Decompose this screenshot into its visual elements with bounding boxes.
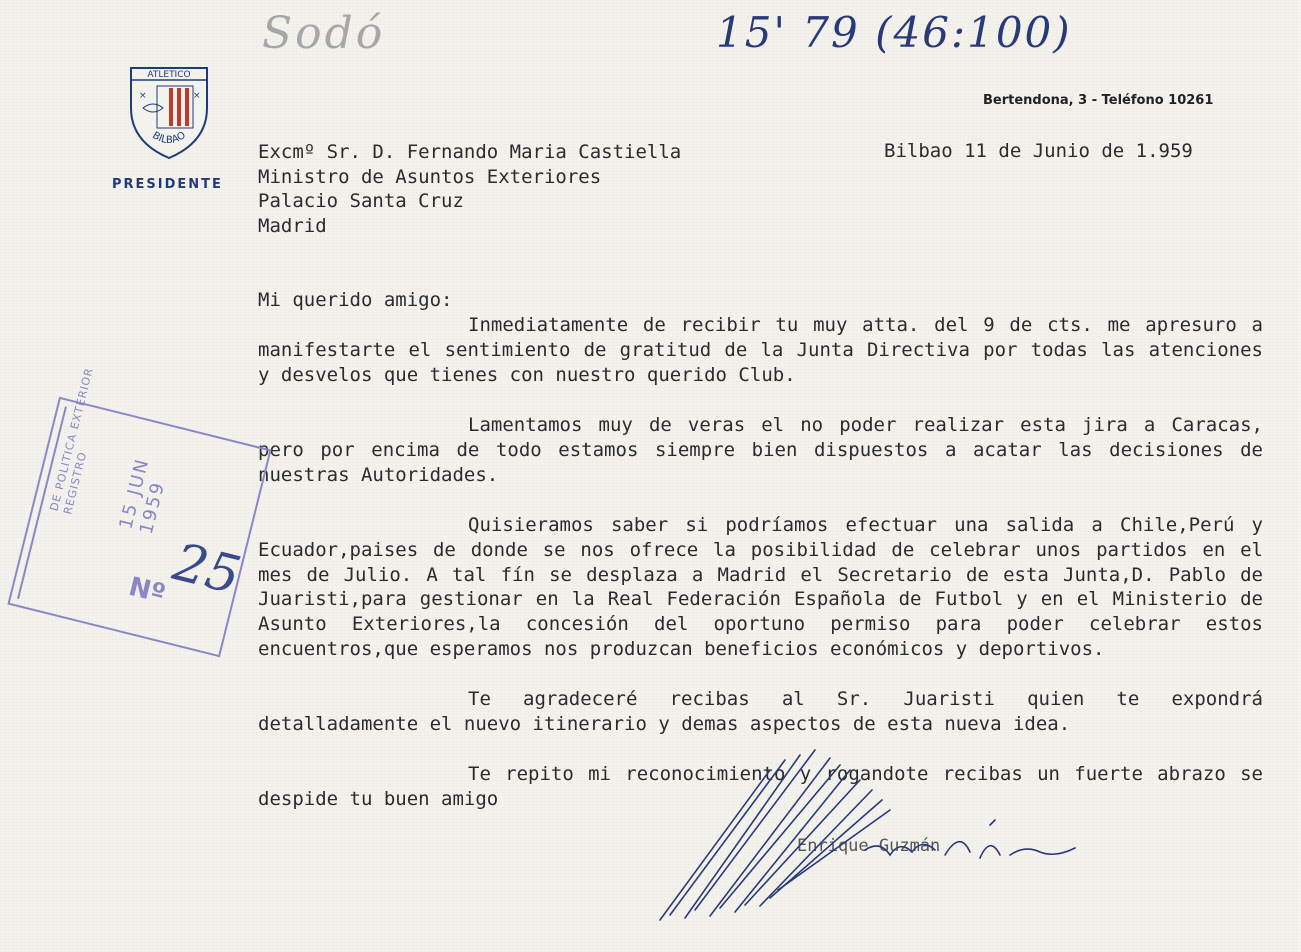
crest-top-text: ATLETICO <box>147 70 191 80</box>
letter-paragraph <box>258 413 1263 487</box>
svg-text:×: × <box>139 91 147 101</box>
paragraph-text: Te agradeceré recibas al Sr. Juaristi quien te expondrá detalladamente el nuevo itinerario y demas aspectos de esta nueva idea. <box>258 688 1263 735</box>
club-crest-logo <box>127 64 211 160</box>
paragraph-text: Quisieramos saber si podríamos efectuar una salida a Chile,Perú y Ecuador,paises de donde se nos ofrece la posibilidad de celebrar unos partidos en el mes de Julio. A tal fín se desplaza a Madrid el Secretario de esta Junta,D. Pablo de Juaristi,para gestionar en la Real Federación Española de Futbol y en el Ministerio de Asunto Exteriores,la concesión del oportuno permiso para poder celebrar estos encuentros,que esperamos nos produzcan beneficios económicos y deportivos. <box>258 514 1263 660</box>
registry-stamp <box>7 366 271 658</box>
recipient-line: Excmº Sr. D. Fernando Maria Castiella <box>258 141 682 163</box>
dateline: Bilbao 11 de Junio de 1.959 <box>884 140 1193 162</box>
ink-reference-annotation: 15' 79 (46:100) <box>716 8 1072 57</box>
salutation: Mi querido amigo: <box>258 289 453 311</box>
paragraph-text: Lamentamos muy de veras el no poder realizar esta jira a Caracas, pero por encima de todo estamos siempre bien dispuestos a acatar las decisiones de nuestras Autoridades. <box>258 414 1263 486</box>
stamp-number-label: Nº <box>125 571 169 610</box>
paragraph-text: Te repito mi reconocimiento y rogandote recibas un fuerte abrazo se despide tu buen amigo <box>258 763 1263 810</box>
stamp-date: 15 JUN 1959 <box>115 455 170 537</box>
letterhead-title: PRESIDENTE <box>112 177 223 192</box>
handwritten-signature <box>650 730 1090 930</box>
recipient-line: Palacio Santa Cruz <box>258 190 464 212</box>
letter-paragraph <box>258 513 1263 662</box>
stamp-handwritten-number: 25 <box>167 532 247 607</box>
pencil-annotation: Sodó <box>262 8 386 59</box>
recipient-line: Madrid <box>258 214 327 237</box>
stamp-text: DE POLITICA EXTERIOR REGISTRO <box>47 366 96 516</box>
letterhead-address: Bertendona, 3 - Teléfono 10261 <box>983 93 1214 108</box>
recipient-block <box>258 140 681 238</box>
svg-text:×: × <box>193 91 201 101</box>
crest-bottom-text: BILBAO <box>150 130 188 147</box>
recipient-line: Ministro de Asuntos Exteriores <box>258 165 602 188</box>
typed-signature-name: Enrique Guzmán <box>797 836 941 856</box>
letter-paragraph <box>258 313 1263 387</box>
paragraph-text: Inmediatamente de recibir tu muy atta. del 9 de cts. me apresuro a manifestarte el sentimiento de gratitud de la Junta Directiva por todas las atenciones y desvelos que tienes con nuestro querido Club. <box>258 314 1263 386</box>
